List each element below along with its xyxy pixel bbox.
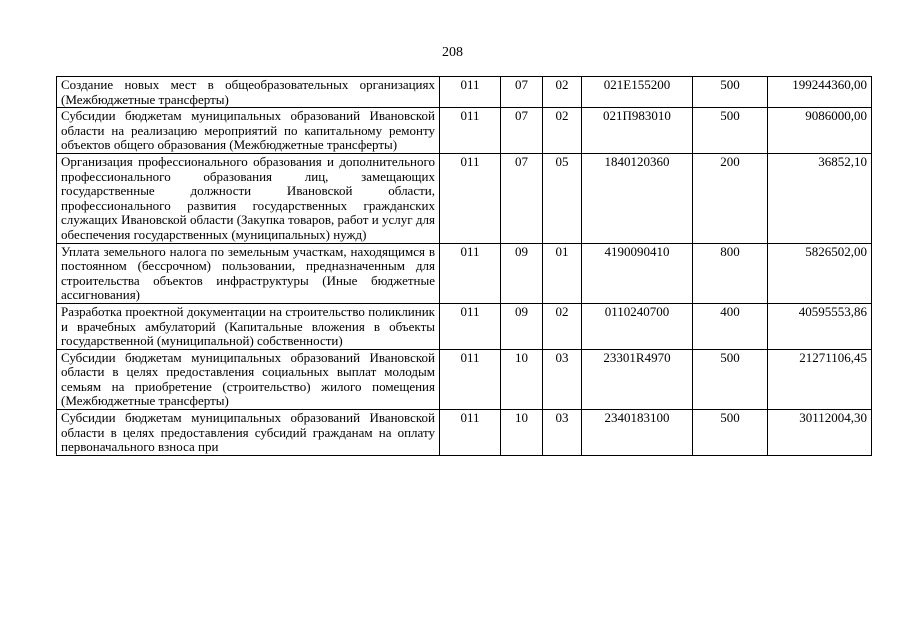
- table-row: [57, 153, 872, 243]
- row-ministry-code: 011: [440, 410, 501, 456]
- row-subsection-code: 01: [543, 243, 582, 303]
- row-expense-type: 500: [693, 108, 768, 154]
- row-target-article: 4190090410: [582, 243, 693, 303]
- table-row: [57, 303, 872, 349]
- row-target-article: 1840120360: [582, 153, 693, 243]
- row-section-code: 10: [501, 410, 543, 456]
- row-amount: 30112004,30: [768, 410, 872, 456]
- row-description: Уплата земельного налога по земельным участкам, находящимся в постоянном (бессрочном) пользовании, предназначенным для строительства объектов инфраструктуры (Иные бюджетные ассигнования): [57, 243, 440, 303]
- table-row: [57, 77, 872, 108]
- table-row: [57, 108, 872, 154]
- row-section-code: 07: [501, 77, 543, 108]
- row-section-code: 10: [501, 349, 543, 409]
- budget-table: [56, 76, 872, 456]
- row-description: Создание новых мест в общеобразовательных организациях (Межбюджетные трансферты): [57, 77, 440, 108]
- row-ministry-code: 011: [440, 153, 501, 243]
- row-target-article: 0110240700: [582, 303, 693, 349]
- row-ministry-code: 011: [440, 349, 501, 409]
- row-amount: 36852,10: [768, 153, 872, 243]
- table-row: [57, 243, 872, 303]
- row-description: Субсидии бюджетам муниципальных образований Ивановской области на реализацию мероприятий по капитальному ремонту объектов общего образования (Межбюджетные трансферты): [57, 108, 440, 154]
- row-subsection-code: 05: [543, 153, 582, 243]
- row-description: Организация профессионального образования и дополнительного профессионального образования лиц, замещающих государственные должности Ивановской области, профессионального развития государственных гражданских служащих Ивановской области (Закупка товаров, работ и услуг для обеспечения государственных (муниципальных) нужд): [57, 153, 440, 243]
- row-expense-type: 500: [693, 77, 768, 108]
- row-subsection-code: 03: [543, 349, 582, 409]
- row-subsection-code: 03: [543, 410, 582, 456]
- row-amount: 40595553,86: [768, 303, 872, 349]
- row-target-article: 021П983010: [582, 108, 693, 154]
- row-ministry-code: 011: [440, 77, 501, 108]
- row-expense-type: 400: [693, 303, 768, 349]
- row-ministry-code: 011: [440, 108, 501, 154]
- row-expense-type: 200: [693, 153, 768, 243]
- row-amount: 199244360,00: [768, 77, 872, 108]
- row-section-code: 07: [501, 108, 543, 154]
- row-ministry-code: 011: [440, 243, 501, 303]
- row-target-article: 23301R4970: [582, 349, 693, 409]
- row-expense-type: 500: [693, 349, 768, 409]
- row-target-article: 021E155200: [582, 77, 693, 108]
- row-subsection-code: 02: [543, 108, 582, 154]
- row-amount: 9086000,00: [768, 108, 872, 154]
- row-target-article: 2340183100: [582, 410, 693, 456]
- row-ministry-code: 011: [440, 303, 501, 349]
- row-section-code: 07: [501, 153, 543, 243]
- row-section-code: 09: [501, 303, 543, 349]
- row-description: Субсидии бюджетам муниципальных образований Ивановской области в целях предоставления субсидий гражданам на оплату первоначального взноса при: [57, 410, 440, 456]
- row-description: Субсидии бюджетам муниципальных образований Ивановской области в целях предоставления социальных выплат молодым семьям на приобретение (строительство) жилого помещения (Межбюджетные трансферты): [57, 349, 440, 409]
- row-expense-type: 800: [693, 243, 768, 303]
- row-description: Разработка проектной документации на строительство поликлиник и врачебных амбулаторий (Капитальные вложения в объекты государственной (муниципальной) собственности): [57, 303, 440, 349]
- page-number: 208: [442, 45, 463, 60]
- row-amount: 5826502,00: [768, 243, 872, 303]
- table-row: [57, 410, 872, 456]
- row-subsection-code: 02: [543, 303, 582, 349]
- table-row: [57, 349, 872, 409]
- row-expense-type: 500: [693, 410, 768, 456]
- row-section-code: 09: [501, 243, 543, 303]
- row-amount: 21271106,45: [768, 349, 872, 409]
- row-subsection-code: 02: [543, 77, 582, 108]
